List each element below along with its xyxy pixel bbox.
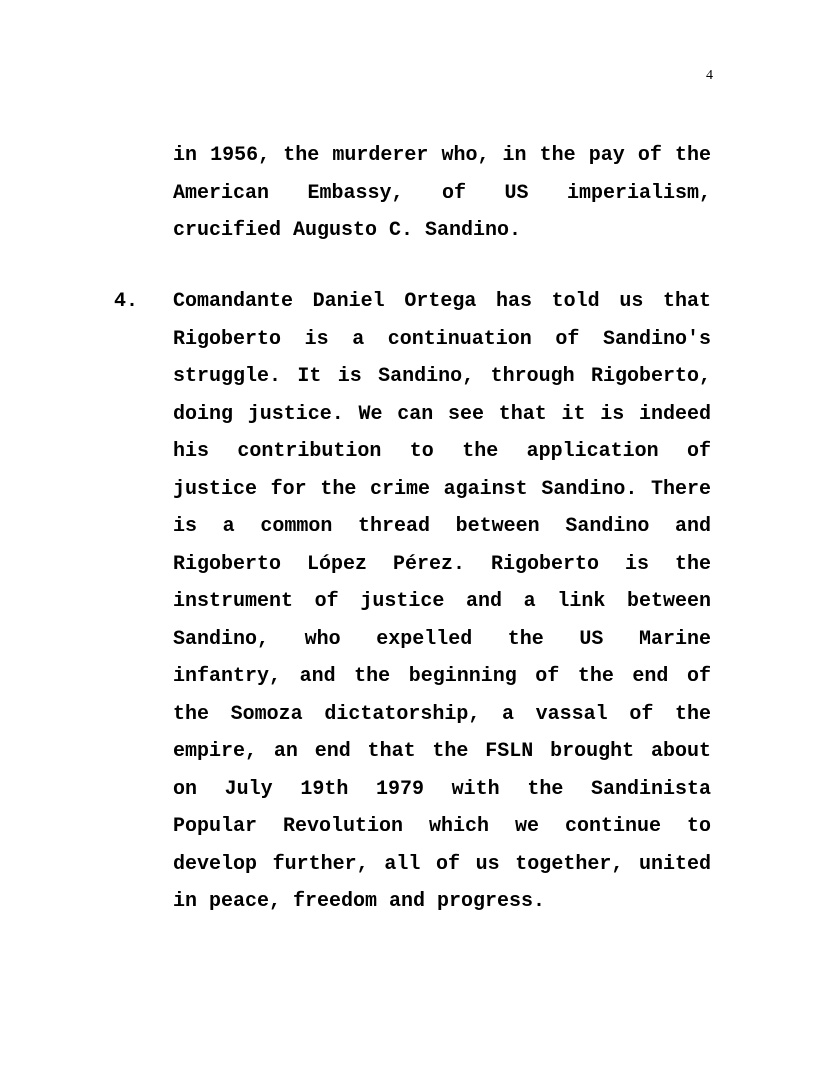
paragraph-4-text: Comandante Daniel Ortega has told us that Rigoberto is a continuation of Sandino's struggle. It is Sandino, through Rigoberto, doing justice. We can see that it is indeed his contribution to the application of justice for the crime against Sandino. There is a common thread between Sandino and Rigoberto López Pérez. Rigoberto is the instrument of justice and a link between Sandino, who expelled the US Marine infantry, and the beginning of the end of the Somoza dictatorship, a vassal of the empire, an end that the FSLN brought about on July 19th 1979 with the Sandinista Popular Revolution which we continue to develop further, all of us together, united in peace, freedom and progress.: [173, 290, 711, 913]
page-number: 4: [706, 68, 713, 83]
continued-paragraph: in 1956, the murderer who, in the pay of the American Embassy, of US imperialism, crucified Augusto C. Sandino.: [173, 144, 711, 242]
paragraph-number: 4.: [114, 290, 139, 313]
